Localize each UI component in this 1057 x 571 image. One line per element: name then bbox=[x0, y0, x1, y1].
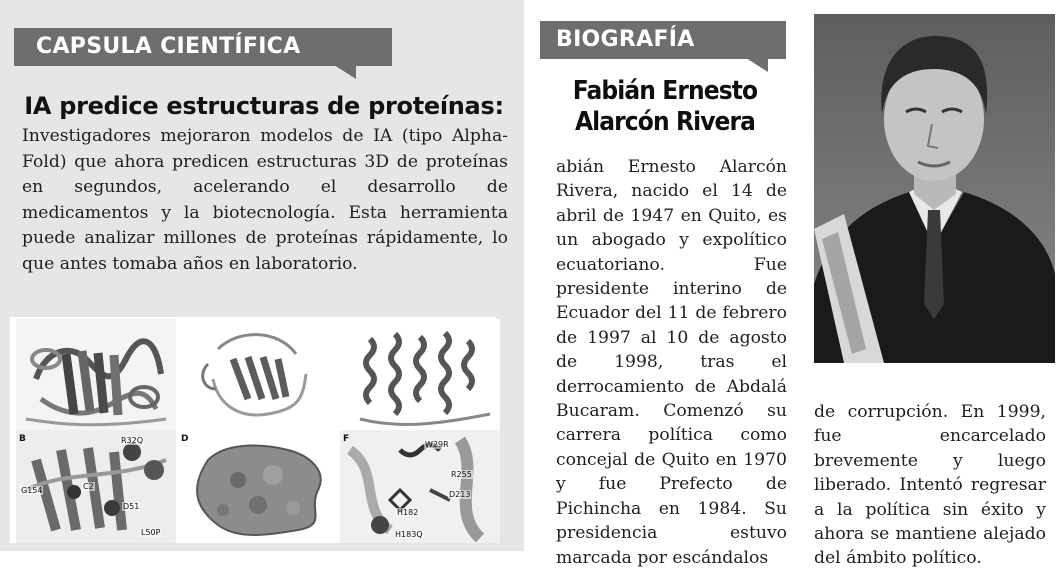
biografia-section-tag bbox=[540, 21, 786, 59]
residue-label: D51 bbox=[123, 502, 140, 511]
biography-column-2: de corrupción. En 1999, fue encarcelado brevemente y luego liberado. Intentó regresar a la política sin éxito y ahora se mantiene alejado del ámbito político. bbox=[814, 402, 1046, 569]
tag-notch bbox=[334, 65, 356, 79]
tag-notch bbox=[746, 58, 768, 72]
residue-label: L50P bbox=[141, 528, 161, 537]
protein-structures-figure bbox=[10, 317, 496, 543]
capsula-section-tag bbox=[14, 28, 392, 66]
residue-label: G154 bbox=[21, 486, 43, 495]
biography-name-heading bbox=[553, 76, 778, 138]
residue-label: R32Q bbox=[121, 436, 144, 445]
capsula-body-text: Investigadores mejoraron modelos de IA (tipo Alpha-Fold) que ahora predicen estructuras 3D de proteínas en segundos, acelerando el desarrollo de medicamentos y la biotecnología. Esta herramienta puede analizar millones de proteínas rápidamente, lo que antes tomaba años en laboratorio. bbox=[22, 126, 508, 274]
protein-structure-f bbox=[340, 430, 500, 543]
protein-structure-c bbox=[178, 319, 338, 432]
figure-panel-label: B bbox=[19, 434, 26, 444]
residue-label: H182 bbox=[397, 508, 419, 517]
protein-structure-b bbox=[16, 430, 176, 543]
residue-label: D213 bbox=[449, 490, 471, 499]
capsula-tag-label: CAPSULA CIENTÍFICA bbox=[36, 34, 301, 59]
figure-panel-label: D bbox=[181, 434, 189, 444]
biografia-tag-label: BIOGRAFÍA bbox=[556, 27, 695, 52]
biography-column-1: abián Ernesto Alarcón Rivera, nacido el 14 de abril de 1947 en Quito, es un abogado y expolítico ecuatoriano. Fue presidente interino de Ecuador del 11 de febrero de 1997 al 10 de agosto de 1998, tras el derrocamiento de Abdalá Bucaram. Comenzó su carrera política como concejal de Quito en 1970 y fue Prefecto de Pichincha en 1984. Su presidencia estuvo marcada por escándalos bbox=[556, 157, 787, 568]
capsula-headline: IA predice estructuras de proteínas: bbox=[24, 92, 504, 120]
capsula-cientifica-box bbox=[0, 0, 524, 551]
protein-structure-e bbox=[340, 319, 500, 432]
protein-structure-d bbox=[178, 430, 338, 543]
protein-structure-a bbox=[16, 319, 176, 432]
residue-label: W29R bbox=[425, 440, 449, 449]
portrait-photo bbox=[814, 14, 1055, 363]
name-line-2: Alarcón Rivera bbox=[574, 107, 756, 137]
name-line-1: Fabián Ernesto bbox=[572, 76, 758, 106]
residue-label: C2 bbox=[83, 482, 94, 491]
residue-label: R255 bbox=[451, 470, 472, 479]
figure-panel-label: F bbox=[343, 434, 350, 444]
residue-label: H183Q bbox=[395, 530, 423, 539]
